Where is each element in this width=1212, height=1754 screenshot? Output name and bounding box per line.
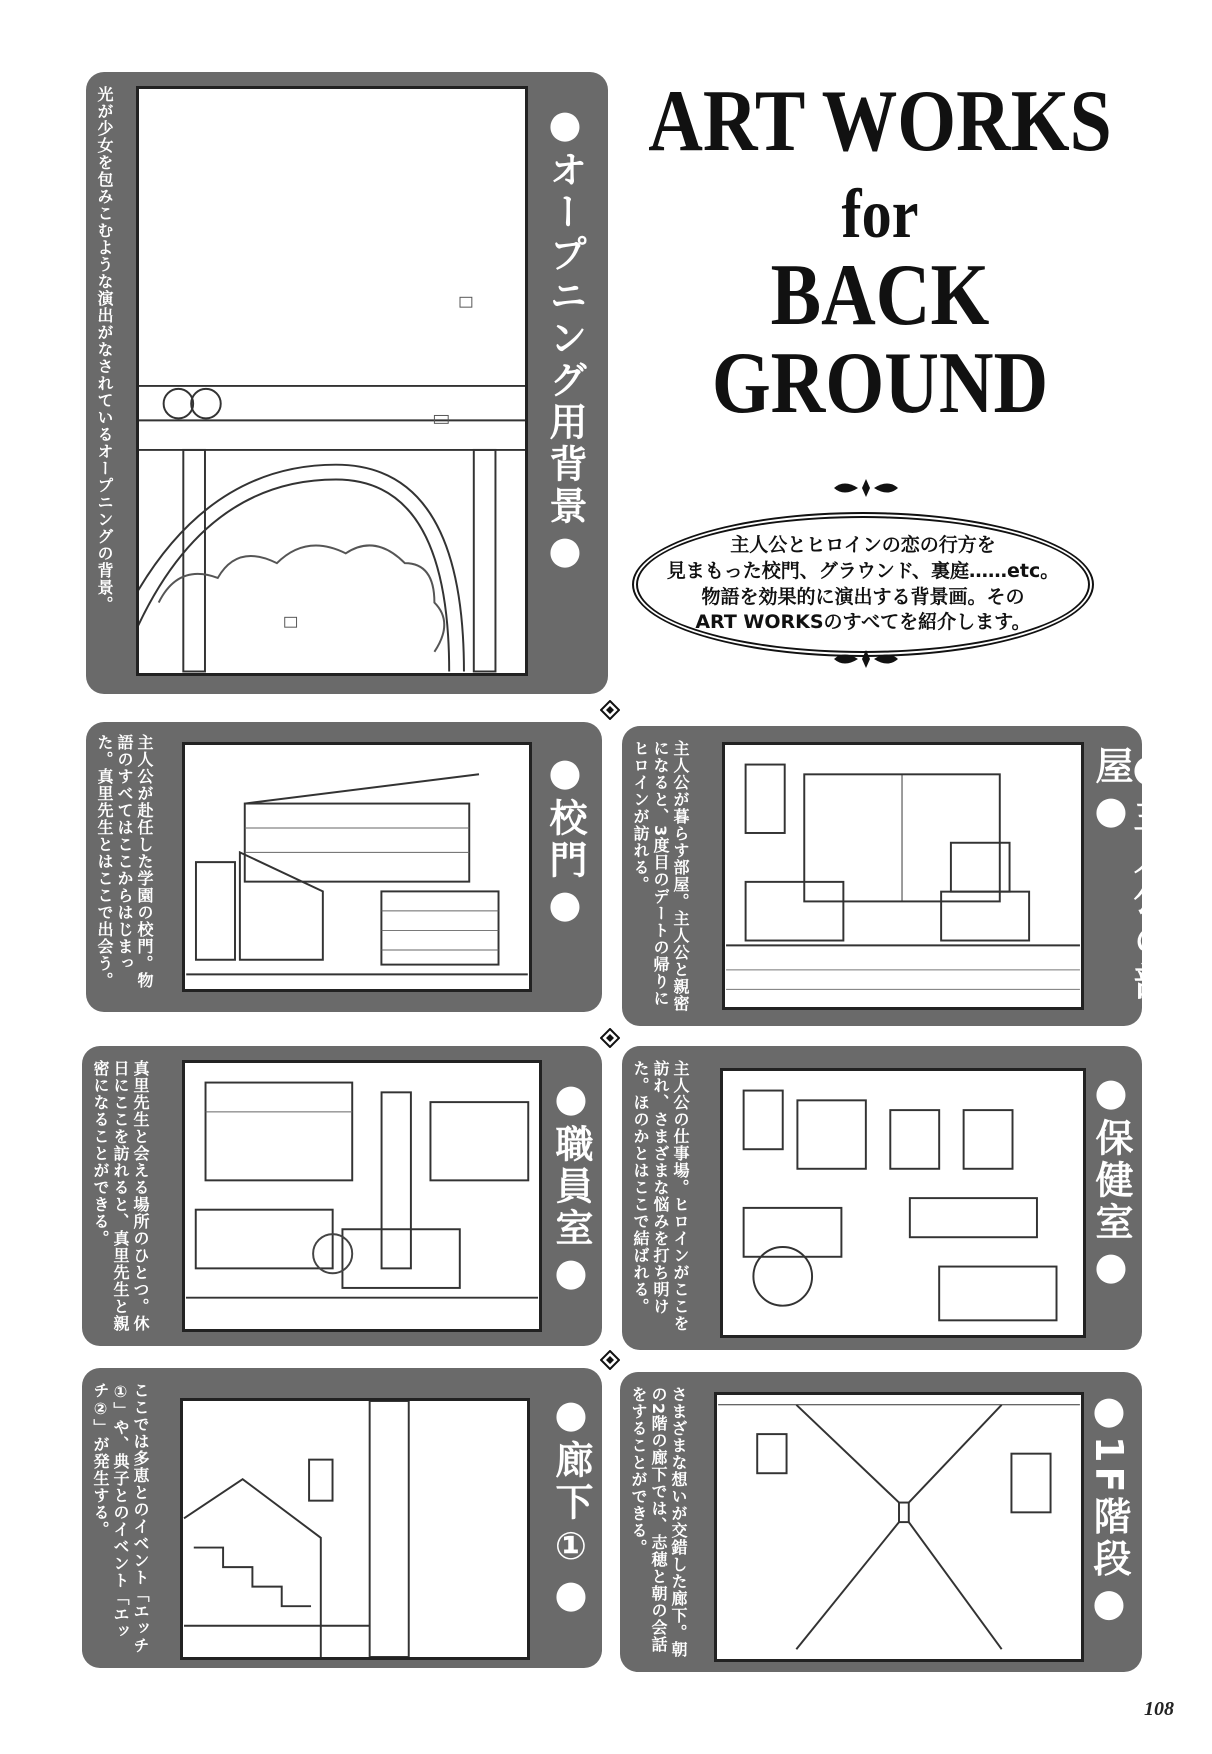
panel-school-gate: [86, 722, 602, 1012]
artwork-frame: [182, 1060, 542, 1332]
intro-line2: 見まもった校門、グラウンド、裏庭……etc。: [666, 559, 1060, 582]
panel-corridor-1: [82, 1368, 602, 1668]
ornament-top-icon: [830, 477, 902, 499]
panel-title: ●保健室●: [1089, 1070, 1133, 1292]
panel-title: ●廊下①●: [549, 1392, 593, 1620]
intro-line1: 主人公とヒロインの恋の行方を: [730, 534, 996, 557]
page-title-line3: BACK GROUND: [711, 247, 1049, 432]
panel-caption: さまざまな想いが交錯した廊下。朝の2階の廊下では、志穂と朝の会話をすることができる。: [629, 1386, 688, 1658]
diamond-icon: [600, 700, 620, 720]
intro-line4: ART WORKSのすべてを紹介します。: [695, 611, 1031, 634]
opening-background-sketch: [139, 89, 525, 673]
panel-staff-room: [82, 1046, 602, 1346]
panel-caption: 主人公が赴任した学園の校門。物語のすべてはここからはじまった。真里先生とはここで出会う。: [95, 734, 154, 989]
intro-text: [632, 512, 1094, 657]
artwork-frame: [722, 742, 1084, 1010]
panel-title: ●主人公の部屋●: [1089, 746, 1171, 1004]
panel-caption: 主人公が暮らす部屋。主人公と親密になると、3度目のデートの帰りにヒロインが訪れる。: [631, 740, 690, 1012]
panel-title: ●職員室●: [549, 1076, 593, 1298]
panel-infirmary: [622, 1046, 1142, 1350]
panel-caption: 主人公の仕事場。ヒロインがここを訪れ、さまざまな悩みを打ち明けた。ほのかとはここで結ばれる。: [631, 1060, 690, 1332]
artwork-frame: [136, 86, 528, 676]
panel-1f-stairs: [620, 1372, 1142, 1672]
panel-heros-room: [622, 726, 1171, 1026]
panel-title: ●1F階段●: [1087, 1388, 1131, 1629]
artwork-frame: [720, 1068, 1086, 1338]
ornament-bottom-icon: [830, 648, 902, 670]
page-number: 108: [1144, 1698, 1174, 1720]
diamond-icon: [600, 1350, 620, 1370]
panel-caption: 真里先生と会える場所のひとつ。休日にここを訪れると、真里先生と親密になることができる。: [91, 1060, 150, 1332]
school-gate-sketch: [185, 745, 529, 989]
staff-room-sketch: [185, 1063, 539, 1329]
panel-caption: ここでは多恵とのイベント「エッチ①」や、典子とのイベント「エッチ②」が発生する。: [91, 1382, 150, 1654]
panel-title: ●校門●: [543, 750, 587, 930]
artwork-frame: [714, 1392, 1084, 1662]
page-title-line1: ART WORKS: [648, 73, 1112, 170]
panel-opening: [86, 72, 608, 694]
diamond-icon: [600, 1028, 620, 1048]
heros-room-sketch: [725, 745, 1081, 1007]
1f-stairs-sketch: [717, 1395, 1081, 1659]
panel-title: ●オープニング用背景●: [543, 102, 587, 576]
panel-caption: 光が少女を包みこむような演出がなされているオープニングの背景。: [95, 86, 114, 613]
intro-line3: 物語を効果的に演出する背景画。その: [701, 585, 1025, 608]
corridor-1-sketch: [183, 1401, 527, 1657]
page-title-line2: for: [841, 176, 919, 253]
artwork-frame: [180, 1398, 530, 1660]
infirmary-sketch: [723, 1071, 1083, 1335]
artwork-frame: [182, 742, 532, 992]
